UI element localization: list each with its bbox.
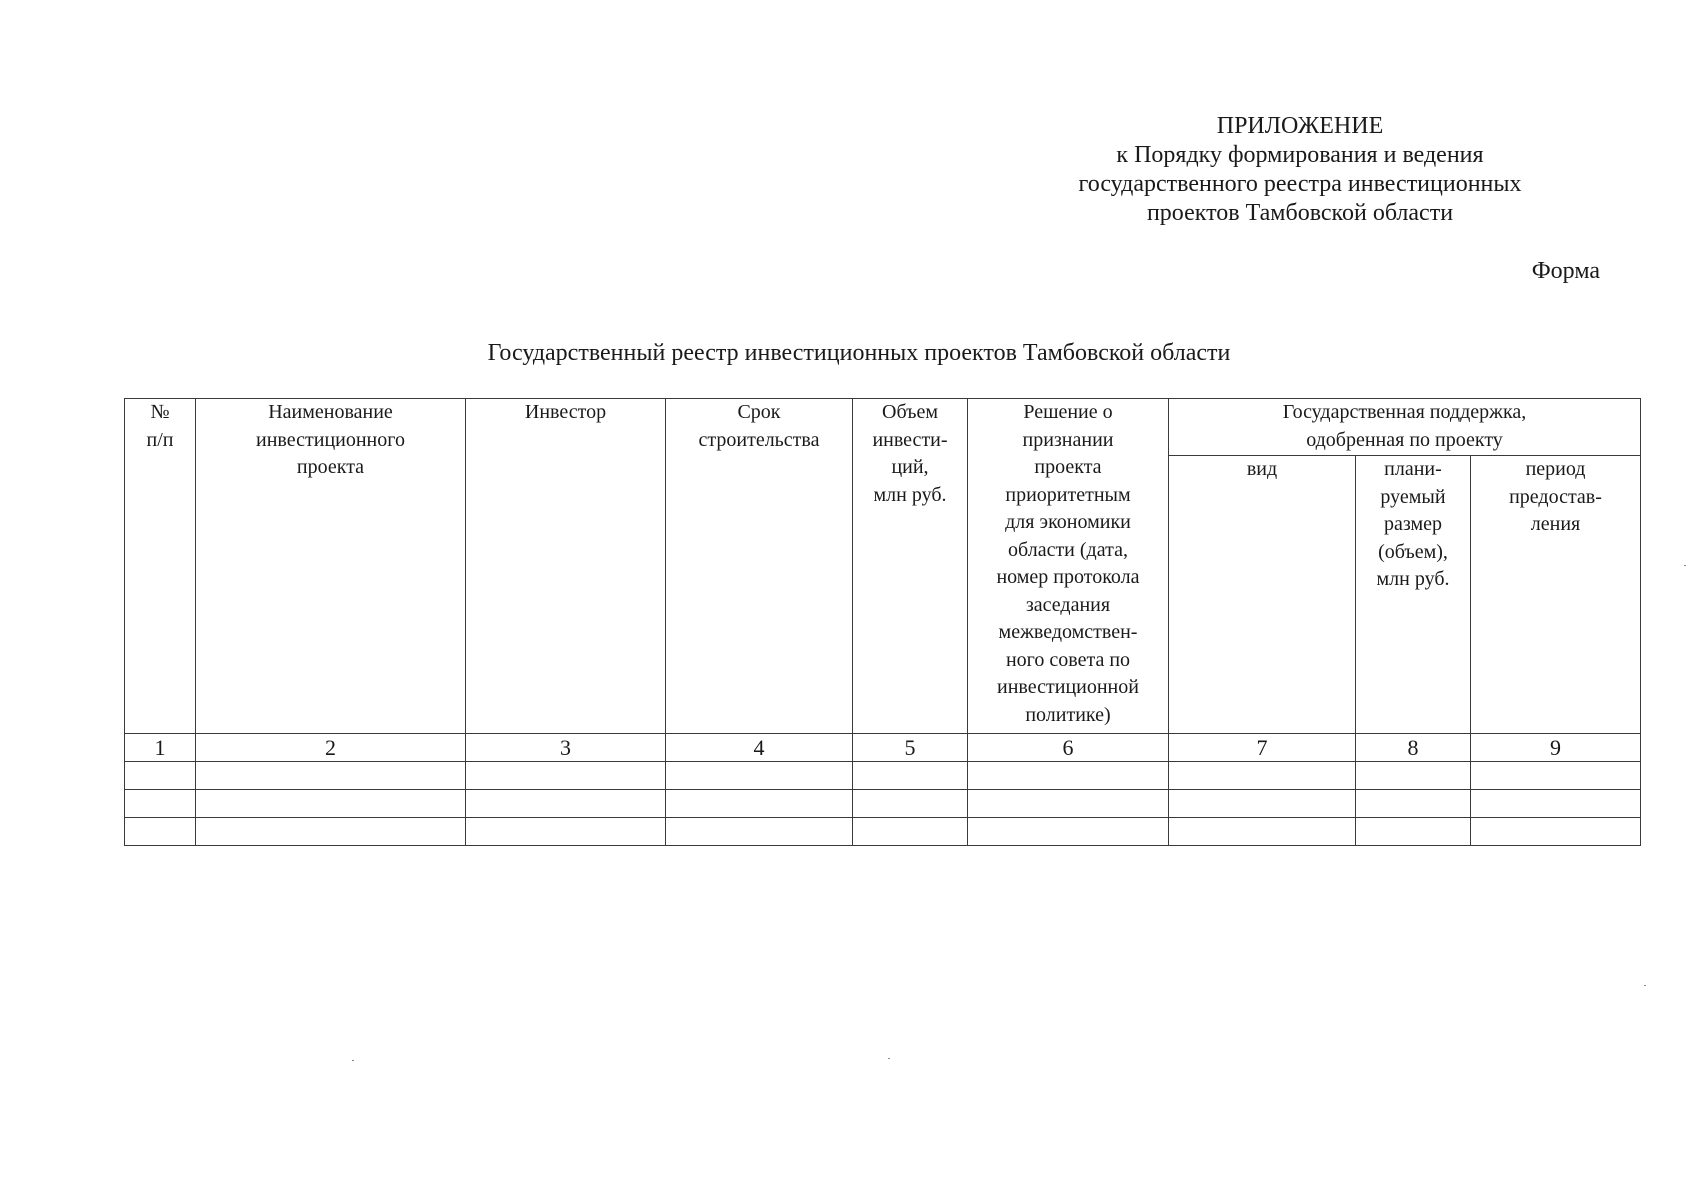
column-number: 6	[968, 734, 1169, 762]
column-number: 7	[1169, 734, 1356, 762]
header-cell-project-name: Наименование инвестиционного проекта	[196, 399, 466, 734]
empty-cell	[968, 762, 1169, 790]
appendix-line: проектов Тамбовской области	[1146, 200, 1454, 226]
scan-speck	[1644, 985, 1646, 986]
empty-table-row	[125, 790, 1641, 818]
header-cell-provision-period: период предостав- ления	[1471, 456, 1641, 734]
empty-cell	[1169, 762, 1356, 790]
header-cell-support-type: вид	[1169, 456, 1356, 734]
empty-cell	[1471, 818, 1641, 846]
header-cell-state-support-group: Государственная поддержка, одобренная по проекту	[1169, 399, 1641, 456]
column-number: 1	[125, 734, 196, 762]
empty-cell	[666, 818, 853, 846]
column-numbers-row	[125, 734, 1641, 762]
header-row	[125, 399, 1641, 456]
empty-cell	[1356, 790, 1471, 818]
empty-cell	[1169, 818, 1356, 846]
empty-cell	[1356, 762, 1471, 790]
empty-table-row	[125, 818, 1641, 846]
empty-cell	[666, 762, 853, 790]
document-title: Государственный реестр инвестиционных проектов Тамбовской области	[487, 340, 1231, 366]
empty-cell	[1471, 762, 1641, 790]
empty-cell	[466, 762, 666, 790]
empty-cell	[196, 762, 466, 790]
column-number: 9	[1471, 734, 1641, 762]
empty-cell	[196, 790, 466, 818]
empty-cell	[125, 790, 196, 818]
empty-cell	[466, 790, 666, 818]
empty-cell	[853, 762, 968, 790]
empty-cell	[853, 790, 968, 818]
appendix-title: ПРИЛОЖЕНИЕ	[1216, 113, 1384, 139]
empty-cell	[125, 762, 196, 790]
header-cell-investor: Инвестор	[466, 399, 666, 734]
empty-cell	[196, 818, 466, 846]
column-number: 2	[196, 734, 466, 762]
scan-speck	[888, 1058, 890, 1059]
scan-speck	[1684, 565, 1686, 566]
column-number: 3	[466, 734, 666, 762]
scan-speck	[352, 1060, 354, 1061]
empty-cell	[1356, 818, 1471, 846]
header-cell-construction-period: Срок строительства	[666, 399, 853, 734]
empty-cell	[853, 818, 968, 846]
header-cell-planned-amount: плани- руемый размер (объем), млн руб.	[1356, 456, 1471, 734]
appendix-line: к Порядку формирования и ведения	[1116, 142, 1484, 168]
appendix-line: государственного реестра инвестиционных	[1078, 171, 1522, 197]
empty-cell	[1471, 790, 1641, 818]
header-cell-investment-volume: Объем инвести- ций, млн руб.	[853, 399, 968, 734]
empty-table-row	[125, 762, 1641, 790]
registry-table	[124, 398, 1641, 846]
empty-cell	[666, 790, 853, 818]
appendix-header	[1000, 112, 1600, 228]
empty-cell	[968, 790, 1169, 818]
column-number: 8	[1356, 734, 1471, 762]
form-label: Форма	[1531, 258, 1600, 284]
column-number: 5	[853, 734, 968, 762]
empty-cell	[1169, 790, 1356, 818]
header-cell-number: № п/п	[125, 399, 196, 734]
column-number: 4	[666, 734, 853, 762]
header-cell-priority-decision: Решение о признании проекта приоритетным для экономики области (дата, номер протокола заседания межведомствен- ного совета по инвестиционной политике)	[968, 399, 1169, 734]
empty-cell	[466, 818, 666, 846]
empty-cell	[125, 818, 196, 846]
empty-cell	[968, 818, 1169, 846]
